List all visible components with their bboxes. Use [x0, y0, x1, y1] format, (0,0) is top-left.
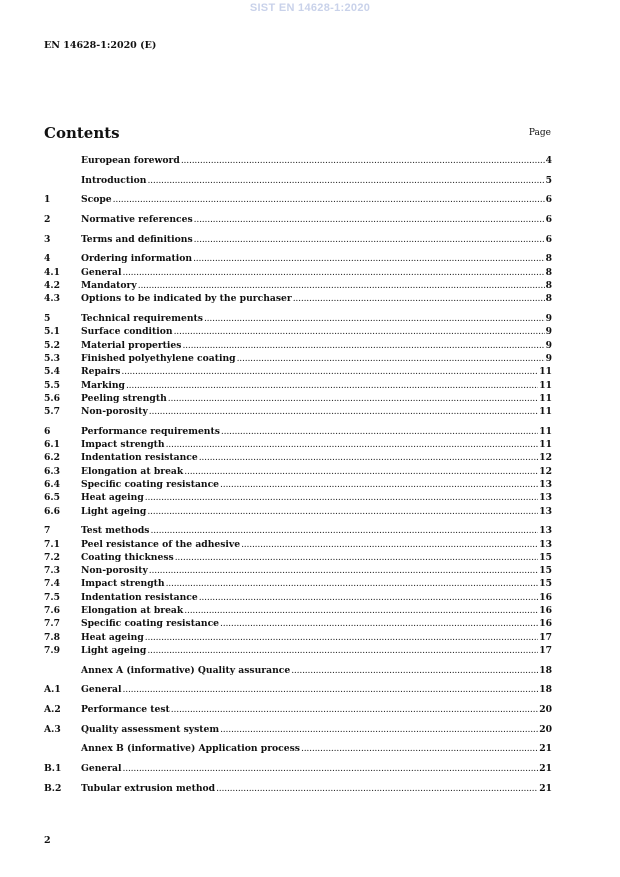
toc-dot-leader [113, 194, 545, 205]
toc-entry-number: B.1 [44, 763, 62, 775]
toc-entry[interactable] [44, 313, 552, 326]
toc-entry[interactable] [44, 645, 552, 658]
toc-dot-leader [123, 763, 539, 774]
toc-entry-page: 6 [545, 194, 552, 206]
toc-entry-number: 5 [44, 313, 51, 325]
toc-entry-page: 8 [545, 253, 552, 265]
toc-entry-title[interactable]: Peeling strength [81, 392, 167, 404]
toc-entry-page: 4 [545, 155, 552, 166]
toc-entry-page: 17 [539, 644, 552, 656]
toc-entry-number: 7.4 [44, 578, 60, 590]
toc-entry-title[interactable]: Quality assessment system [81, 723, 220, 735]
toc-entry-title[interactable]: Finished polyethylene coating [81, 352, 236, 364]
toc-entry-number: 6.2 [44, 452, 60, 464]
toc-entry-page: 12 [539, 452, 552, 464]
toc-dot-leader [193, 253, 545, 264]
toc-entry[interactable] [44, 280, 552, 293]
toc-entry-number: 5.2 [44, 339, 60, 351]
toc-entry-title[interactable]: Elongation at break [81, 465, 184, 477]
toc-entry-title[interactable]: Tubular extrusion method [81, 782, 216, 794]
toc-entry-number: 4.3 [44, 293, 60, 305]
toc-entry-title[interactable]: Terms and definitions [81, 233, 193, 245]
toc-entry-number: 5.3 [44, 352, 60, 364]
toc-entry[interactable] [44, 684, 552, 697]
toc-entry-title[interactable]: Surface condition [81, 326, 173, 338]
toc-entry-title[interactable]: Performance requirements [81, 425, 220, 437]
toc-entry-page: 11 [539, 439, 552, 451]
toc-entry[interactable] [44, 665, 552, 678]
toc-entry[interactable] [44, 466, 552, 479]
toc-entry[interactable] [44, 724, 552, 737]
toc-entry[interactable] [44, 267, 552, 280]
toc-entry[interactable] [44, 253, 552, 266]
toc-dot-leader [181, 155, 545, 166]
toc-entry-title[interactable]: General [81, 684, 122, 696]
toc-entry-page: 12 [539, 465, 552, 477]
toc-dot-leader [166, 578, 539, 589]
toc-entry[interactable] [44, 492, 552, 505]
toc-entry[interactable] [44, 340, 552, 353]
toc-entry-page: 9 [545, 352, 552, 364]
toc-entry-number: 1 [44, 194, 51, 206]
toc-entry-page: 17 [539, 631, 552, 643]
page-number: 2 [44, 835, 51, 846]
toc-entry-number: 6.5 [44, 492, 60, 504]
document-identifier: EN 14628-1:2020 (E) [44, 40, 157, 51]
toc-entry[interactable] [44, 326, 552, 339]
toc-entry[interactable] [44, 393, 552, 406]
toc-entry-title[interactable]: Mandatory [81, 280, 137, 292]
toc-entry[interactable] [44, 439, 552, 452]
toc-entry-title[interactable]: Elongation at break [81, 605, 184, 617]
toc-entry-page: 18 [539, 664, 552, 676]
toc-entry-page: 13 [539, 492, 552, 504]
toc-entry-number: 7.7 [44, 618, 60, 630]
toc-entry-title[interactable]: Marking [81, 379, 125, 391]
toc-entry-number: 5.7 [44, 406, 60, 418]
toc-entry-title[interactable]: General [81, 266, 122, 278]
toc-entry-title[interactable]: Light ageing [81, 505, 147, 517]
toc-entry-number: 7 [44, 525, 51, 537]
toc-entry-page: 16 [539, 618, 552, 630]
toc-dot-leader [220, 618, 538, 629]
toc-entry-page: 8 [545, 266, 552, 278]
toc-entry-title[interactable]: Normative references [81, 214, 193, 226]
toc-dot-leader [199, 452, 539, 463]
toc-entry-page: 20 [539, 703, 552, 715]
toc-entry-title[interactable]: Peel resistance of the adhesive [81, 538, 241, 550]
toc-dot-leader [220, 724, 538, 735]
toc-dot-leader [237, 353, 545, 364]
toc-entry-page: 5 [545, 174, 552, 186]
toc-entry-page: 21 [539, 782, 552, 794]
toc-dot-leader [184, 605, 538, 616]
toc-entry-title[interactable]: Annex A (informative) Quality assurance [81, 664, 291, 676]
toc-dot-leader [147, 645, 538, 656]
toc-entry[interactable] [44, 539, 552, 552]
toc-entry-page: 15 [539, 578, 552, 590]
toc-dot-leader [204, 313, 545, 324]
toc-entry[interactable] [44, 293, 552, 306]
toc-entry-number: 3 [44, 233, 51, 245]
toc-entry-title[interactable]: Indentation resistance [81, 452, 198, 464]
toc-entry-number: A.3 [44, 723, 61, 735]
toc-entry-number: 5.1 [44, 326, 60, 338]
toc-dot-leader [149, 565, 538, 576]
toc-dot-leader [199, 592, 539, 603]
toc-entry-number: 7.5 [44, 591, 60, 603]
toc-entry-page: 21 [539, 743, 552, 755]
toc-entry-page: 9 [545, 313, 552, 325]
toc-entry-page: 13 [539, 525, 552, 537]
toc-entry-page: 15 [539, 551, 552, 563]
toc-dot-leader [123, 267, 545, 278]
toc-entry-title[interactable]: Test methods [81, 525, 150, 537]
toc-entry-number: 6.4 [44, 478, 60, 490]
toc-entry-number: 7.9 [44, 644, 60, 656]
toc-entry-page: 11 [539, 379, 552, 391]
toc-entry-page: 8 [545, 293, 552, 305]
toc-entry-number: 5.4 [44, 366, 60, 378]
toc-dot-leader [123, 684, 539, 695]
toc-dot-leader [220, 479, 538, 490]
toc-entry-page: 11 [539, 392, 552, 404]
contents-heading: Contents [44, 124, 120, 142]
toc-entry[interactable] [44, 214, 552, 227]
toc-dot-leader [145, 492, 538, 503]
toc-entry-number: 5.6 [44, 392, 60, 404]
toc-entry-title[interactable]: Specific coating resistance [81, 478, 220, 490]
toc-entry-title[interactable]: Scope [81, 194, 112, 206]
table-of-contents [44, 155, 552, 796]
toc-entry[interactable] [44, 479, 552, 492]
toc-entry-number: 4.1 [44, 266, 60, 278]
toc-entry-number: 5.5 [44, 379, 60, 391]
toc-entry[interactable] [44, 194, 552, 207]
toc-entry[interactable] [44, 406, 552, 419]
toc-entry-title[interactable]: Coating thickness [81, 551, 174, 563]
toc-entry-title[interactable]: Non-porosity [81, 565, 148, 577]
toc-entry-title[interactable]: Material properties [81, 339, 182, 351]
toc-entry-number: 7.6 [44, 605, 60, 617]
toc-entry-page: 13 [539, 505, 552, 517]
toc-entry-title[interactable]: Technical requirements [81, 313, 203, 325]
toc-entry[interactable] [44, 783, 552, 796]
toc-entry-page: 11 [539, 425, 552, 437]
toc-entry-title[interactable]: Specific coating resistance [81, 618, 220, 630]
toc-entry-number: 6.6 [44, 505, 60, 517]
toc-entry-number: A.2 [44, 703, 61, 715]
toc-entry-page: 18 [539, 684, 552, 696]
toc-entry-title[interactable]: Performance test [81, 703, 170, 715]
toc-dot-leader [175, 552, 539, 563]
toc-entry-number: B.2 [44, 782, 62, 794]
toc-dot-leader [221, 426, 538, 437]
watermark: SIST EN 14628-1:2020 [249, 2, 371, 14]
toc-entry-page: 13 [539, 538, 552, 550]
toc-entry-number: 4.2 [44, 280, 60, 292]
toc-entry[interactable] [44, 175, 552, 188]
toc-entry-page: 6 [545, 214, 552, 226]
toc-entry[interactable] [44, 155, 552, 168]
toc-dot-leader [168, 393, 538, 404]
toc-entry-title[interactable]: Repairs [81, 366, 121, 378]
toc-dot-leader [166, 439, 539, 450]
toc-entry-page: 11 [539, 366, 552, 378]
toc-entry[interactable] [44, 578, 552, 591]
toc-dot-leader [126, 380, 538, 391]
toc-dot-leader [182, 340, 544, 351]
toc-entry-page: 9 [545, 326, 552, 338]
toc-dot-leader [194, 234, 545, 245]
toc-dot-leader [216, 783, 538, 794]
toc-entry[interactable] [44, 506, 552, 519]
toc-entry-number: 7.3 [44, 565, 60, 577]
toc-entry-title[interactable]: Heat ageing [81, 631, 144, 643]
toc-dot-leader [149, 406, 538, 417]
toc-entry-title[interactable]: Heat ageing [81, 492, 144, 504]
toc-entry[interactable] [44, 525, 552, 538]
toc-entry-number: 6.3 [44, 465, 60, 477]
toc-entry-title[interactable]: Impact strength [81, 439, 165, 451]
toc-entry-page: 16 [539, 591, 552, 603]
toc-dot-leader [145, 632, 538, 643]
toc-entry[interactable] [44, 632, 552, 645]
toc-entry-number: 6.1 [44, 439, 60, 451]
toc-dot-leader [147, 506, 538, 517]
toc-entry[interactable] [44, 605, 552, 618]
toc-entry[interactable] [44, 353, 552, 366]
toc-entry-page: 9 [545, 339, 552, 351]
toc-entry-title[interactable]: Ordering information [81, 253, 193, 265]
toc-dot-leader [241, 539, 538, 550]
toc-entry-number: 7.2 [44, 551, 60, 563]
page-column-label: Page [528, 128, 551, 138]
toc-entry[interactable] [44, 763, 552, 776]
toc-dot-leader [138, 280, 545, 291]
toc-entry-number: 2 [44, 214, 51, 226]
toc-dot-leader [150, 525, 538, 536]
toc-dot-leader [301, 743, 538, 754]
toc-entry-title[interactable]: General [81, 763, 122, 775]
toc-entry-page: 20 [539, 723, 552, 735]
toc-dot-leader [174, 326, 545, 337]
toc-entry-number: 4 [44, 253, 51, 265]
toc-dot-leader [291, 665, 538, 676]
toc-entry-title[interactable]: Annex B (informative) Application process [81, 743, 300, 755]
toc-entry-page: 13 [539, 478, 552, 490]
toc-dot-leader [171, 704, 538, 715]
toc-entry-title[interactable]: Non-porosity [81, 406, 148, 418]
toc-entry-title[interactable]: Indentation resistance [81, 591, 198, 603]
toc-entry-number: A.1 [44, 684, 61, 696]
toc-entry-title[interactable]: Impact strength [81, 578, 165, 590]
toc-dot-leader [293, 293, 545, 304]
toc-entry-title[interactable]: European foreword [81, 155, 180, 166]
toc-entry-page: 11 [539, 406, 552, 418]
toc-dot-leader [184, 466, 538, 477]
toc-entry[interactable] [44, 552, 552, 565]
toc-entry-page: 8 [545, 280, 552, 292]
toc-entry-number: 7.1 [44, 538, 60, 550]
toc-entry-title[interactable]: Light ageing [81, 644, 147, 656]
toc-entry-page: 6 [545, 233, 552, 245]
toc-entry[interactable] [44, 618, 552, 631]
toc-entry-title[interactable]: Introduction [81, 174, 147, 186]
toc-entry-page: 21 [539, 763, 552, 775]
toc-entry[interactable] [44, 704, 552, 717]
toc-entry[interactable] [44, 380, 552, 393]
toc-entry-page: 15 [539, 565, 552, 577]
toc-entry[interactable] [44, 366, 552, 379]
toc-dot-leader [121, 366, 538, 377]
toc-dot-leader [147, 175, 544, 186]
toc-entry-title[interactable]: Options to be indicated by the purchaser [81, 293, 292, 305]
toc-entry[interactable] [44, 426, 552, 439]
toc-entry[interactable] [44, 592, 552, 605]
toc-entry-page: 16 [539, 605, 552, 617]
toc-entry-number: 6 [44, 425, 51, 437]
toc-entry[interactable] [44, 565, 552, 578]
toc-entry-number: 7.8 [44, 631, 60, 643]
toc-dot-leader [194, 214, 545, 225]
toc-entry[interactable] [44, 234, 552, 247]
toc-entry[interactable] [44, 743, 552, 756]
toc-entry[interactable] [44, 452, 552, 465]
